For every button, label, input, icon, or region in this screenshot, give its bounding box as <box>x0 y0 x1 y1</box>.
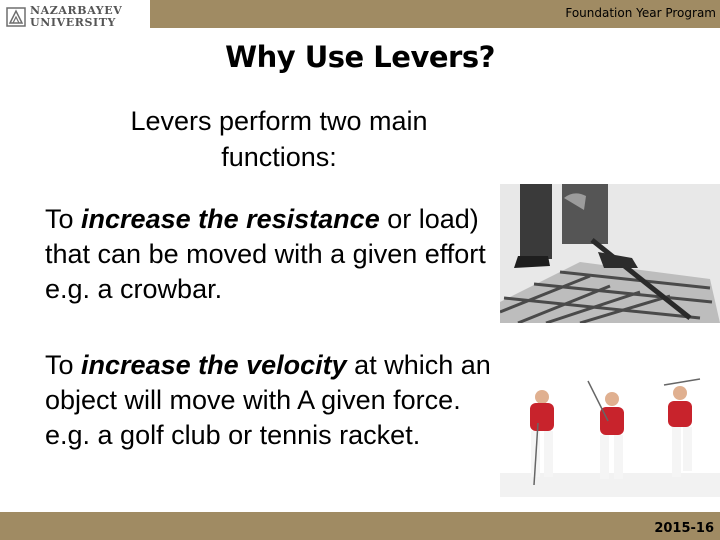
logo-line-2: UNIVERSITY <box>30 15 116 29</box>
point-velocity <box>45 348 505 453</box>
golf-swing-photo <box>500 377 720 497</box>
crowbar-photo <box>500 184 720 323</box>
university-logo <box>0 0 150 33</box>
academic-year-label: 2015-16 <box>654 521 714 536</box>
point-emphasis: increase the velocity <box>81 350 347 380</box>
slide-title: Why Use Levers? <box>225 40 495 74</box>
footer-bar <box>0 512 720 540</box>
program-label: Foundation Year Program <box>565 6 716 20</box>
university-emblem-icon <box>6 7 26 27</box>
intro-text: Levers perform two main functions: <box>130 106 428 172</box>
point-prefix: To <box>45 204 82 234</box>
point-suffix: at which an object will move with A given force. e.g. a golf club or tennis racket. <box>45 350 491 450</box>
point-emphasis: increase the resistance <box>81 204 380 234</box>
logo-text <box>30 5 122 29</box>
logo-line-1: NAZARBAYEV <box>30 3 123 17</box>
point-resistance <box>45 202 505 307</box>
point-suffix: or load) that can be moved with a given effort e.g. a crowbar. <box>45 204 486 304</box>
point-prefix: To <box>45 350 82 380</box>
